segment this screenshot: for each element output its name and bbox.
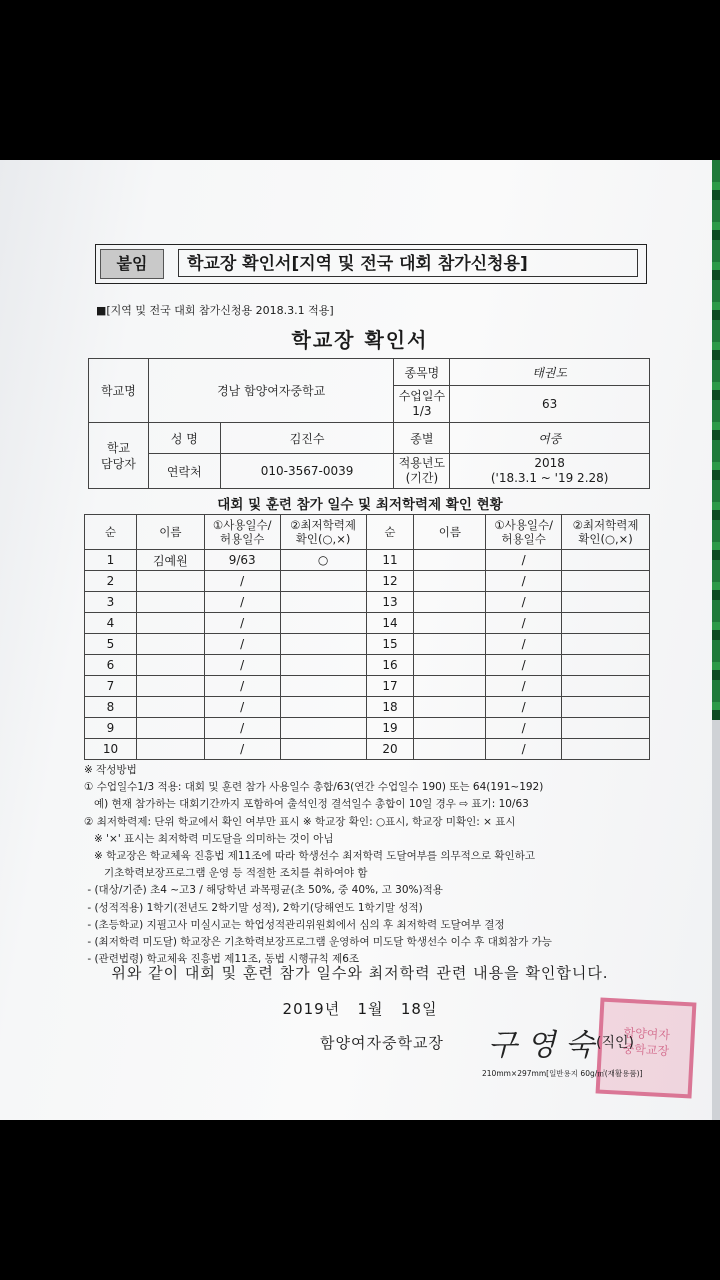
- cell-no: 4: [85, 613, 137, 634]
- school-name: 경남 함양여자중학교: [148, 359, 394, 423]
- note-line: 예) 현재 참가하는 대회기간까지 포함하여 출석인정 결석일수 총합이 10일 경우 ⇨ 표기: 10/63: [84, 798, 529, 811]
- category-label: 종별: [394, 423, 450, 454]
- note-line: ① 수업일수1/3 적용: 대회 및 훈련 참가 사용일수 총합/63(연간 수업일수 190) 또는 64(191~192): [84, 781, 544, 794]
- confirmation-text: 위와 같이 대회 및 훈련 참가 일수와 최저학력 관련 내용을 확인합니다.: [111, 964, 609, 982]
- cell-no: 18: [366, 697, 414, 718]
- note-line: - (최저학력 미도달) 학교장은 기초학력보장프로그램 운영하여 미도달 학생선수 이수 후 대회참가 가능: [84, 936, 552, 949]
- col-min: ②최저학력제 확인(○,×): [280, 515, 366, 550]
- cell-mark: [562, 613, 650, 634]
- cell-no: 6: [85, 655, 137, 676]
- cell-days: /: [486, 613, 562, 634]
- note-line: ※ 학교장은 학교체육 진흥법 제11조에 따라 학생선수 최저학력 도달여부를 의무적으로 확인하고: [84, 850, 535, 863]
- table-row: [85, 634, 650, 655]
- cell-no: 13: [366, 592, 414, 613]
- notes: [84, 762, 664, 968]
- note-line: ② 최저학력제: 단위 학교에서 확인 여부만 표시 ※ 학교장 확인: ○표시, 학교장 미확인: × 표시: [84, 815, 516, 828]
- official-seal: 함양여자 중학교장: [596, 998, 697, 1099]
- category-value: 여중: [450, 423, 650, 454]
- date: 2019년 1월 18일: [282, 1000, 438, 1018]
- col-days: ①사용일수/ 허용일수: [204, 515, 280, 550]
- cell-days: /: [486, 655, 562, 676]
- cell-mark: [280, 676, 366, 697]
- cell-days: /: [486, 718, 562, 739]
- form-title: 학교장 확인서[지역 및 전국 대회 참가신청용]: [178, 249, 638, 277]
- note-line: - (관련법령) 학교체육 진흥법 제11조, 동법 시행규칙 제6조: [84, 953, 360, 966]
- cell-no: 17: [366, 676, 414, 697]
- cell-mark: [562, 571, 650, 592]
- col-days: ①사용일수/ 허용일수: [486, 515, 562, 550]
- cell-days: /: [204, 718, 280, 739]
- cell-name: [136, 655, 204, 676]
- note-line: ※ '×' 표시는 최저학력 미도달을 의미하는 것이 아님: [84, 832, 334, 845]
- cell-no: 15: [366, 634, 414, 655]
- cell-no: 20: [366, 739, 414, 760]
- paper-spec: 210mm×297mm[일반용지 60g/㎡(재활용품)]: [482, 1069, 643, 1078]
- cell-mark: [280, 613, 366, 634]
- table-row: [85, 613, 650, 634]
- note-line: ※ 작성방법: [84, 764, 137, 776]
- cell-days: /: [204, 655, 280, 676]
- cell-days: /: [204, 592, 280, 613]
- signature: 구 영 숙: [488, 1028, 595, 1063]
- cell-name: [414, 634, 486, 655]
- contact-label: 연락처: [148, 454, 220, 489]
- cell-name: [136, 613, 204, 634]
- cell-mark: [562, 718, 650, 739]
- cell-days: /: [204, 634, 280, 655]
- cell-name: [414, 676, 486, 697]
- cell-days: /: [204, 676, 280, 697]
- cell-no: 5: [85, 634, 137, 655]
- cell-mark: [562, 550, 650, 571]
- name-label: 성 명: [148, 423, 220, 454]
- cell-no: 11: [366, 550, 414, 571]
- cell-no: 7: [85, 676, 137, 697]
- cell-name: [414, 655, 486, 676]
- table-row: [85, 718, 650, 739]
- manager-name: 김진수: [220, 423, 394, 454]
- cell-no: 14: [366, 613, 414, 634]
- form-subtitle: ■[지역 및 전국 대회 참가신청용 2018.3.1 적용]: [96, 304, 334, 317]
- background-edge: [712, 160, 720, 720]
- cell-days: /: [486, 571, 562, 592]
- days-label: 수업일수 1/3: [394, 386, 450, 423]
- cell-mark: [562, 655, 650, 676]
- cell-name: [414, 613, 486, 634]
- year-value: 2018 ('18.3.1 ~ '19 2.28): [450, 454, 650, 489]
- cell-name: [414, 718, 486, 739]
- cell-days: /: [486, 550, 562, 571]
- principal-title: 함양여자중학교장: [320, 1034, 444, 1052]
- note-line: - (초등학교) 지필고사 미실시교는 학업성적관리위원회에서 심의 후 최저학력 도달여부 결정: [84, 918, 505, 931]
- days-value: 63: [450, 386, 650, 423]
- cell-name: [136, 718, 204, 739]
- cell-days: /: [204, 697, 280, 718]
- cell-days: /: [486, 697, 562, 718]
- cell-name: [136, 571, 204, 592]
- cell-no: 1: [85, 550, 137, 571]
- cell-name: [414, 550, 486, 571]
- status-table: [84, 514, 650, 760]
- seal-label: (직인): [596, 1035, 634, 1051]
- status-title: 대회 및 훈련 참가 일수 및 최저학력제 확인 현황: [217, 497, 503, 513]
- attachment-tag: 붙임: [100, 249, 164, 279]
- cell-mark: [280, 739, 366, 760]
- cell-days: /: [204, 613, 280, 634]
- cell-no: 2: [85, 571, 137, 592]
- cell-name: [414, 739, 486, 760]
- cell-name: [136, 676, 204, 697]
- cell-no: 3: [85, 592, 137, 613]
- table-row: [85, 739, 650, 760]
- cell-mark: [280, 718, 366, 739]
- cell-mark: [562, 592, 650, 613]
- year-label: 적용년도 (기간): [394, 454, 450, 489]
- cell-name: [136, 697, 204, 718]
- note-line: 기초학력보장프로그램 운영 등 적절한 조치를 취하여야 함: [84, 867, 368, 880]
- cell-no: 16: [366, 655, 414, 676]
- table-row: [85, 697, 650, 718]
- cell-name: [414, 697, 486, 718]
- table-row: [85, 676, 650, 697]
- info-table: [88, 358, 650, 489]
- cell-name: [414, 571, 486, 592]
- cell-days: /: [486, 676, 562, 697]
- cell-mark: [280, 655, 366, 676]
- cell-days: /: [204, 739, 280, 760]
- cell-days: /: [486, 634, 562, 655]
- cell-no: 12: [366, 571, 414, 592]
- cell-mark: [280, 571, 366, 592]
- cell-no: 8: [85, 697, 137, 718]
- cell-name: [136, 592, 204, 613]
- contact-value: 010-3567-0039: [220, 454, 394, 489]
- cell-no: 10: [85, 739, 137, 760]
- cell-mark: [280, 697, 366, 718]
- document-title: 학교장 확인서: [291, 328, 429, 352]
- table-row: [85, 655, 650, 676]
- col-min: ②최저학력제 확인(○,×): [562, 515, 650, 550]
- table-row: [85, 592, 650, 613]
- cell-name: [414, 592, 486, 613]
- school-label: 학교명: [89, 359, 149, 423]
- cell-mark: [562, 697, 650, 718]
- table-row: [85, 571, 650, 592]
- note-line: - (성적적용) 1학기(전년도 2학기말 성적), 2학기(당해연도 1학기말 성적): [84, 901, 423, 914]
- cell-mark: ○: [280, 550, 366, 571]
- cell-name: [136, 634, 204, 655]
- cell-no: 9: [85, 718, 137, 739]
- cell-mark: [280, 592, 366, 613]
- note-line: - (대상/기준) 초4 ~고3 / 해당학년 과목평균(초 50%, 중 40%, 고 30%)적용: [84, 884, 443, 897]
- cell-no: 19: [366, 718, 414, 739]
- col-no: 순: [366, 515, 414, 550]
- background-edge-lower: [712, 720, 720, 1120]
- cell-days: /: [486, 739, 562, 760]
- cell-name: [136, 739, 204, 760]
- cell-mark: [562, 634, 650, 655]
- table-row: [85, 550, 650, 571]
- title-bar: [95, 244, 647, 284]
- cell-days: /: [486, 592, 562, 613]
- col-name: 이름: [414, 515, 486, 550]
- sport-label: 종목명: [394, 359, 450, 386]
- cell-name: 김예원: [136, 550, 204, 571]
- cell-mark: [562, 739, 650, 760]
- cell-mark: [280, 634, 366, 655]
- cell-days: /: [204, 571, 280, 592]
- col-no: 순: [85, 515, 137, 550]
- manager-label: 학교 담당자: [89, 423, 149, 489]
- sport-value: 태권도: [450, 359, 650, 386]
- cell-mark: [562, 676, 650, 697]
- col-name: 이름: [136, 515, 204, 550]
- cell-days: 9/63: [204, 550, 280, 571]
